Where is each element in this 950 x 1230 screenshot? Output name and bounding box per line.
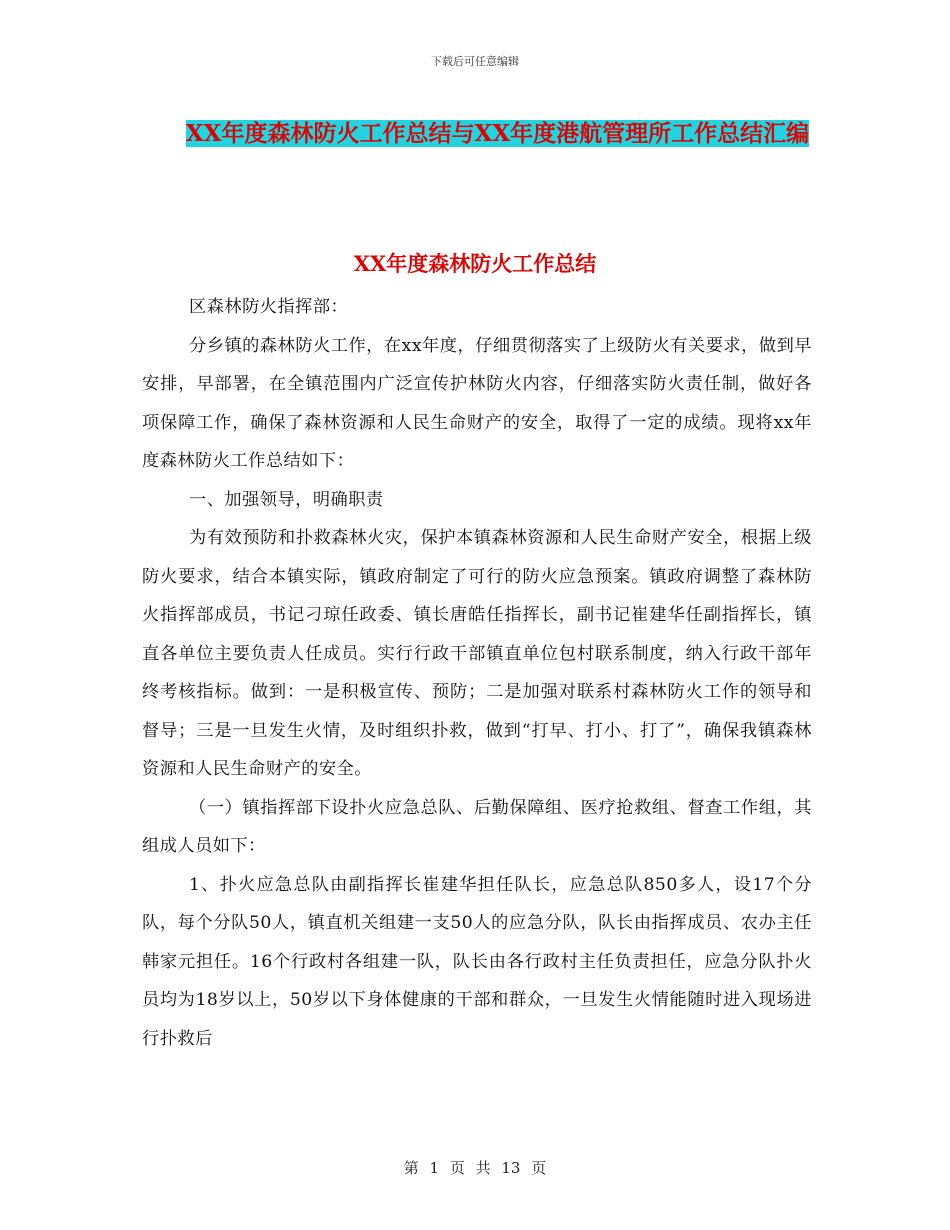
document-body xyxy=(142,288,812,1058)
document-main-title xyxy=(150,110,845,158)
list-item-paragraph: 1、扑火应急总队由副指挥长崔建华担任队长，应急总队850多人，设17个分队，每个分队50人，镇直机关组建一支50人的应急分队，队长由指挥成员、农办主任韩家元担任。16个行政村各组建一队，队长由各行政村主任负责担任，应急分队扑火员均为18岁以上，50岁以下身体健康的干部和群众，一旦发生火情能随时进入现场进行扑救后 xyxy=(142,874,812,1049)
main-title-highlight: XX年度森林防火工作总结与XX年度港航管理所工作总结汇编 xyxy=(185,120,810,147)
section-title: XX年度森林防火工作总结 xyxy=(353,251,597,276)
page-number-footer: 第 1 页 共 13 页 xyxy=(403,1159,547,1177)
header-note: 下载后可任意编辑 xyxy=(431,55,519,68)
body-paragraph: 为有效预防和扑救森林火灾，保护本镇森林资源和人民生命财产安全，根据上级防火要求，结合本镇实际，镇政府制定了可行的防火应急预案。镇政府调整了森林防火指挥部成员，书记刁琼任政委、镇长唐皓任指挥长，副书记崔建华任副指挥长，镇直各单位主要负责人任成员。实行行政干部镇直单位包村联系制度，纳入行政干部年终考核指标。做到：一是积极宣传、预防；二是加强对联系村森林防火工作的领导和督导；三是一旦发生火情，及时组织扑救，做到“打早、打小、打了”，确保我镇森林资源和人民生命财产的安全。 xyxy=(142,528,812,779)
salutation-paragraph: 区森林防火指挥部： xyxy=(189,297,349,317)
intro-paragraph: 分乡镇的森林防火工作，在xx年度，仔细贯彻落实了上级防火有关要求，做到早安排，早部署，在全镇范围内广泛宣传护林防火内容，仔细落实防火责任制，做好各项保障工作，确保了森林资源和人民生命财产的安全，取得了一定的成绩。现将xx年度森林防火工作总结如下： xyxy=(142,335,812,471)
subheading-paragraph: （一）镇指挥部下设扑火应急总队、后勤保障组、医疗抢救组、督查工作组，其组成人员如下： xyxy=(142,797,812,856)
heading-paragraph: 一、加强领导，明确职责 xyxy=(189,489,384,510)
